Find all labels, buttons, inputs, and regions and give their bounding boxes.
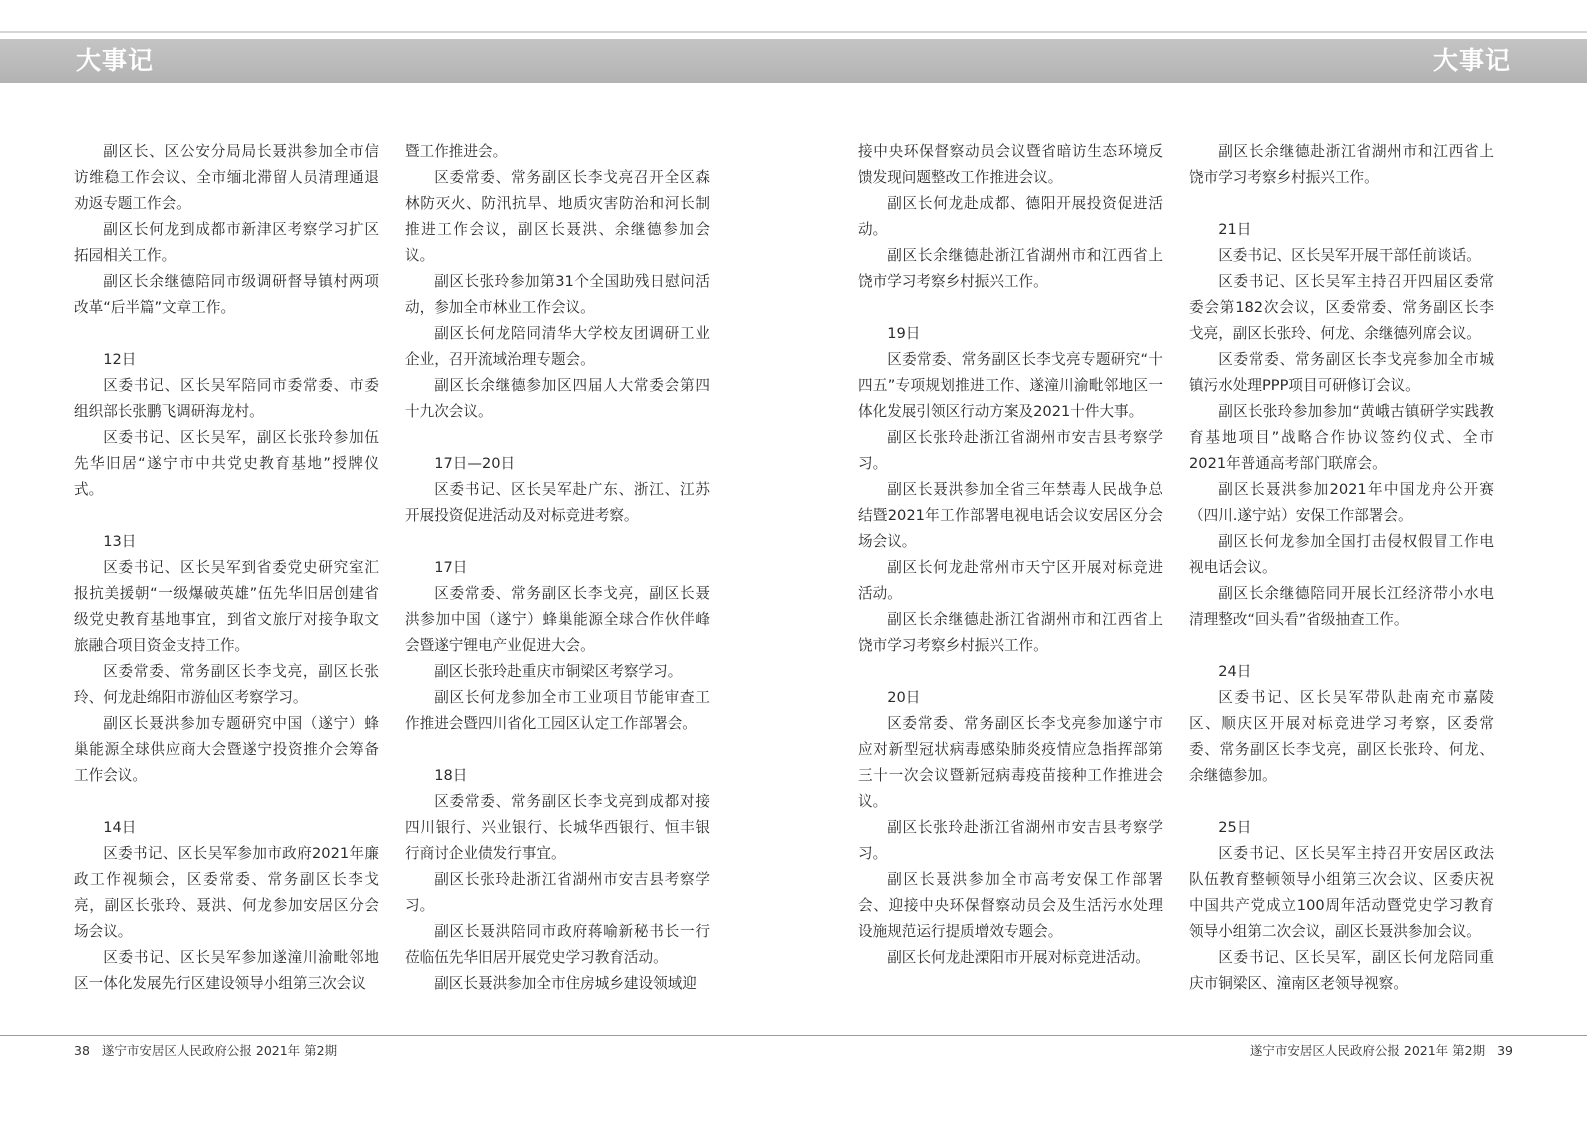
footer-left [74, 1041, 337, 1061]
event-paragraph: 区委常委、常务副区长李戈亮，副区长张玲、何龙赴绵阳市游仙区考察学习。 [74, 663, 379, 706]
event-paragraph: 副区长何龙参加全国打击侵权假冒工作电视电话会议。 [1189, 533, 1494, 576]
event-paragraph: 副区长何龙赴成都、德阳开展投资促进活动。 [858, 195, 1163, 238]
event-paragraph: 副区长、区公安分局局长聂洪参加全市信访维稳工作会议、全市缅北滞留人员清理通退劝返专题工作会。 [74, 143, 379, 212]
event-paragraph: 区委书记、区长吴军主持召开四届区委常委会第182次会议，区委常委、常务副区长李戈亮，副区长张玲、何龙、余继德列席会议。 [1189, 273, 1494, 342]
event-paragraph: 副区长聂洪参加2021年中国龙舟公开赛（四川.遂宁站）安保工作部署会。 [1189, 481, 1494, 524]
date-heading: 14日 [103, 819, 137, 836]
event-paragraph: 区委书记、区长吴军开展干部任前谈话。 [1218, 247, 1481, 264]
continued-paragraph: 接中央环保督察动员会议暨省暗访生态环境反馈发现问题整改工作推进会议。 [858, 143, 1163, 186]
event-paragraph: 副区长何龙赴常州市天宁区开展对标竞进活动。 [858, 559, 1163, 602]
event-paragraph: 区委书记、区长吴军参加遂潼川渝毗邻地区一体化发展先行区建设领导小组第三次会议 [74, 949, 379, 992]
date-heading: 24日 [1218, 663, 1252, 680]
publication-name-left: 遂宁市安居区人民政府公报 2021年 第2期 [101, 1043, 338, 1058]
event-paragraph: 副区长张玲参加参加“黄峨古镇研学实践教育基地项目”战略合作协议签约仪式、全市2021年普通高考部门联席会。 [1189, 403, 1494, 472]
page-number-right: 39 [1497, 1043, 1513, 1058]
text-column-3 [858, 139, 1163, 971]
date-heading: 17日—20日 [434, 455, 516, 472]
footer-rule [0, 1035, 1587, 1036]
event-paragraph: 副区长聂洪参加全市住房城乡建设领域迎 [434, 975, 697, 992]
header-band [0, 39, 1587, 83]
event-paragraph: 副区长余继德陪同开展长江经济带小水电清理整改“回头看”省级抽查工作。 [1189, 585, 1494, 628]
text-column-1 [74, 139, 379, 997]
date-heading: 19日 [887, 325, 921, 342]
event-paragraph: 区委书记、区长吴军参加市政府2021年廉政工作视频会，区委常委、常务副区长李戈亮，副区长张玲、聂洪、何龙参加安居区分会场会议。 [74, 845, 379, 940]
event-paragraph: 副区长何龙陪同清华大学校友团调研工业企业，召开流域治理专题会。 [405, 325, 710, 368]
event-paragraph: 副区长聂洪参加全省三年禁毒人民战争总结暨2021年工作部署电视电话会议安居区分会场会议。 [858, 481, 1163, 550]
event-paragraph: 副区长聂洪陪同市政府蒋喻新秘书长一行莅临伍先华旧居开展党史学习教育活动。 [405, 923, 710, 966]
event-paragraph: 区委书记、区长吴军主持召开安居区政法队伍教育整顿领导小组第三次会议、区委庆祝中国共产党成立100周年活动暨党史学习教育领导小组第二次会议，副区长聂洪参加会议。 [1189, 845, 1494, 940]
event-paragraph: 区委常委、常务副区长李戈亮专题研究“十四五”专项规划推进工作、遂潼川渝毗邻地区一体化发展引领区行动方案及2021十件大事。 [858, 351, 1163, 420]
event-paragraph: 区委书记、区长吴军到省委党史研究室汇报抗美援朝“一级爆破英雄”伍先华旧居创建省级党史教育基地事宜，到省文旅厅对接争取文旅融合项目资金支持工作。 [74, 559, 379, 654]
event-paragraph: 区委书记、区长吴军带队赴南充市嘉陵区、顺庆区开展对标竞进学习考察，区委常委、常务副区长李戈亮，副区长张玲、何龙、余继德参加。 [1189, 689, 1494, 784]
event-paragraph: 区委常委、常务副区长李戈亮召开全区森林防灭火、防汛抗旱、地质灾害防治和河长制推进工作会议，副区长聂洪、余继德参加会议。 [405, 169, 710, 264]
event-paragraph: 副区长聂洪参加全市高考安保工作部署会、迎接中央环保督察动员会及生活污水处理设施规范运行提质增效专题会。 [858, 871, 1163, 940]
date-heading: 25日 [1218, 819, 1252, 836]
event-paragraph: 副区长何龙到成都市新津区考察学习扩区拓园相关工作。 [74, 221, 379, 264]
date-heading: 21日 [1218, 221, 1252, 238]
page-number-left: 38 [74, 1043, 90, 1058]
text-column-2 [405, 139, 710, 997]
event-paragraph: 副区长余继德赴浙江省湖州市和江西省上饶市学习考察乡村振兴工作。 [858, 247, 1163, 290]
event-paragraph: 副区长何龙参加全市工业项目节能审查工作推进会暨四川省化工园区认定工作部署会。 [405, 689, 710, 732]
event-paragraph: 副区长张玲赴浙江省湖州市安吉县考察学习。 [858, 429, 1163, 472]
event-paragraph: 副区长余继德赴浙江省湖州市和江西省上饶市学习考察乡村振兴工作。 [1189, 143, 1494, 186]
event-paragraph: 副区长张玲赴浙江省湖州市安吉县考察学习。 [405, 871, 710, 914]
event-paragraph: 区委书记、区长吴军，副区长何龙陪同重庆市铜梁区、潼南区老领导视察。 [1189, 949, 1494, 992]
event-paragraph: 副区长余继德赴浙江省湖州市和江西省上饶市学习考察乡村振兴工作。 [858, 611, 1163, 654]
event-paragraph: 副区长何龙赴溧阳市开展对标竞进活动。 [887, 949, 1150, 966]
event-paragraph: 区委常委、常务副区长李戈亮参加遂宁市应对新型冠状病毒感染肺炎疫情应急指挥部第三十一次会议暨新冠病毒疫苗接种工作推进会议。 [858, 715, 1163, 810]
date-heading: 13日 [103, 533, 137, 550]
event-paragraph: 区委书记、区长吴军陪同市委常委、市委组织部长张鹏飞调研海龙村。 [74, 377, 379, 420]
section-title-left: 大事记 [76, 46, 155, 75]
event-paragraph: 区委书记、区长吴军，副区长张玲参加伍先华旧居“遂宁市中共党史教育基地”授牌仪式。 [74, 429, 379, 498]
top-rule [0, 31, 1587, 33]
event-paragraph: 区委常委、常务副区长李戈亮参加全市城镇污水处理PPP项目可研修订会议。 [1189, 351, 1494, 394]
event-paragraph: 区委常委、常务副区长李戈亮到成都对接四川银行、兴业银行、长城华西银行、恒丰银行商讨企业债发行事宜。 [405, 793, 710, 862]
event-paragraph: 副区长聂洪参加专题研究中国（遂宁）蜂巢能源全球供应商大会暨遂宁投资推介会筹备工作会议。 [74, 715, 379, 784]
date-heading: 12日 [103, 351, 137, 368]
date-heading: 18日 [434, 767, 468, 784]
event-paragraph: 副区长张玲赴浙江省湖州市安吉县考察学习。 [858, 819, 1163, 862]
event-paragraph: 副区长余继德陪同市级调研督导镇村两项改革“后半篇”文章工作。 [74, 273, 379, 316]
event-paragraph: 区委常委、常务副区长李戈亮，副区长聂洪参加中国（遂宁）蜂巢能源全球合作伙伴峰会暨遂宁锂电产业促进大会。 [405, 585, 710, 654]
date-heading: 20日 [887, 689, 921, 706]
text-column-4 [1189, 139, 1494, 997]
footer-right [1250, 1041, 1513, 1061]
event-paragraph: 副区长张玲参加第31个全国助残日慰问活动，参加全市林业工作会议。 [405, 273, 710, 316]
date-heading: 17日 [434, 559, 468, 576]
event-paragraph: 副区长张玲赴重庆市铜梁区考察学习。 [434, 663, 683, 680]
publication-name-right: 遂宁市安居区人民政府公报 2021年 第2期 [1249, 1043, 1486, 1058]
event-paragraph: 区委书记、区长吴军赴广东、浙江、江苏开展投资促进活动及对标竞进考察。 [405, 481, 710, 524]
continued-paragraph: 暨工作推进会。 [405, 143, 508, 160]
section-title-right: 大事记 [1432, 46, 1511, 75]
event-paragraph: 副区长余继德参加区四届人大常委会第四十九次会议。 [405, 377, 710, 420]
